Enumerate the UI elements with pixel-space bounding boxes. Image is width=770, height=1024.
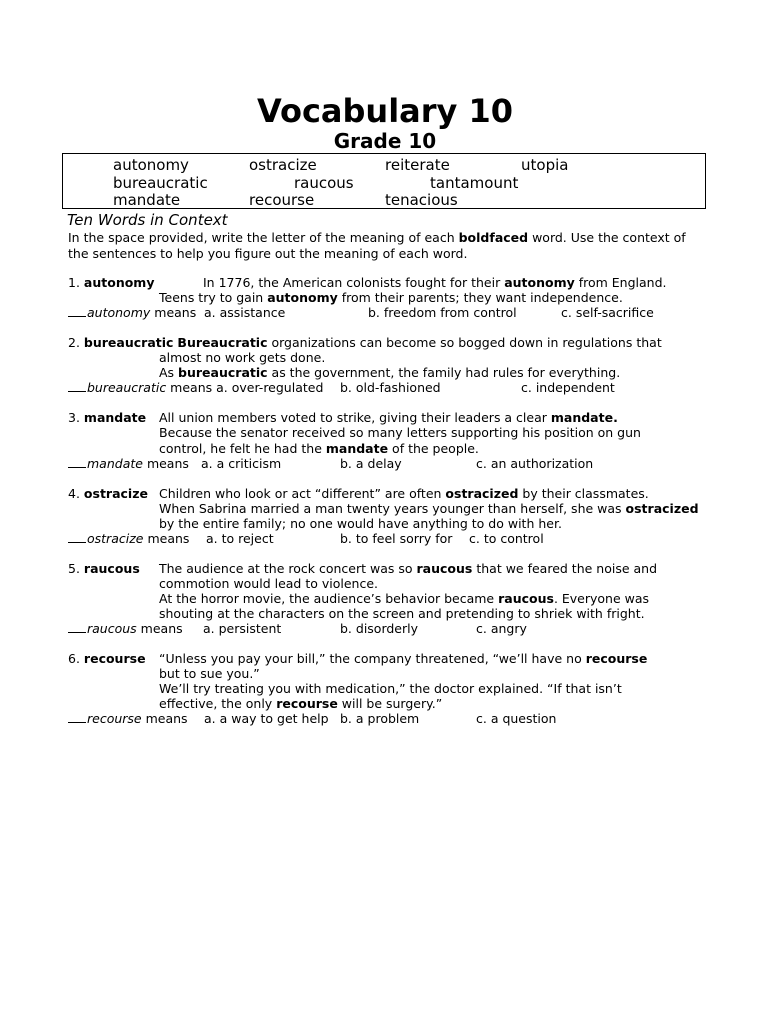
- question-5-header: 5. raucous: [68, 561, 140, 576]
- question-1-header: 1. autonomy: [68, 275, 155, 290]
- q6-sentence-2: but to sue you.”: [159, 666, 260, 681]
- answer-blank[interactable]: [68, 531, 86, 543]
- q1-answer-line[interactable]: autonomy means: [68, 305, 196, 320]
- q4-answer-line[interactable]: ostracize means: [68, 531, 189, 546]
- q3-choice-b: b. a delay: [340, 456, 402, 471]
- q2-answer-line[interactable]: bureaucratic means a. over-regulated: [68, 380, 323, 395]
- q3-choice-a: a. a criticism: [201, 456, 282, 471]
- q4-choice-b: b. to feel sorry for: [340, 531, 453, 546]
- word-bank-item: tenacious: [385, 191, 458, 209]
- q5-choice-b: b. disorderly: [340, 621, 419, 636]
- word-bank-item: tantamount: [430, 174, 519, 192]
- answer-blank[interactable]: [68, 711, 86, 723]
- word-bank-item: ostracize: [249, 156, 317, 174]
- q5-choice-c: c. angry: [476, 621, 527, 636]
- q6-sentence-1: “Unless you pay your bill,” the company threatened, “we’ll have no recourse: [159, 651, 648, 666]
- word-bank-item: raucous: [294, 174, 354, 192]
- word-bank-item: mandate: [113, 191, 181, 209]
- q4-choice-c: c. to control: [469, 531, 544, 546]
- q1-choice-c: c. self-sacrifice: [561, 305, 654, 320]
- word-bank-item: autonomy: [113, 156, 189, 174]
- q6-answer-line[interactable]: recourse means: [68, 711, 188, 726]
- question-2-header: 2. bureaucratic Bureaucratic organizations can become so bogged down in regulations that: [68, 335, 662, 350]
- q6-sentence-3: We’ll try treating you with medication,” the doctor explained. “If that isn’t: [159, 681, 622, 696]
- q2-choice-b: b. old-fashioned: [340, 380, 441, 395]
- q3-choice-c: c. an authorization: [476, 456, 594, 471]
- q3-sentence-1: All union members voted to strike, giving their leaders a clear mandate.: [159, 410, 618, 425]
- page-subtitle: Grade 10: [333, 129, 437, 153]
- q5-answer-line[interactable]: raucous means: [68, 621, 183, 636]
- q6-choice-a: a. a way to get help: [204, 711, 329, 726]
- q1-sentence-2: Teens try to gain autonomy from their parents; they want independence.: [159, 290, 623, 305]
- answer-blank[interactable]: [68, 305, 86, 317]
- section-title: Ten Words in Context: [67, 211, 228, 229]
- q3-answer-line[interactable]: mandate means: [68, 456, 189, 471]
- answer-blank[interactable]: [68, 621, 86, 633]
- q5-sentence-1: The audience at the rock concert was so raucous that we feared the noise and: [159, 561, 658, 576]
- word-bank-item: recourse: [249, 191, 315, 209]
- answer-blank[interactable]: [68, 380, 86, 392]
- q6-choice-c: c. a question: [476, 711, 557, 726]
- q4-sentence-1: Children who look or act “different” are often ostracized by their classmates.: [159, 486, 649, 501]
- q2-sentence-1b: almost no work gets done.: [159, 350, 326, 365]
- q4-sentence-2: When Sabrina married a man twenty years younger than herself, she was ostracized: [159, 501, 699, 516]
- word-bank-item: reiterate: [385, 156, 450, 174]
- q1-sentence-1: In 1776, the American colonists fought for their autonomy from England.: [203, 275, 667, 290]
- q4-sentence-3: by the entire family; no one would have anything to do with her.: [159, 516, 562, 531]
- word-bank-item: bureaucratic: [113, 174, 208, 192]
- q6-choice-b: b. a problem: [340, 711, 420, 726]
- q5-sentence-3: At the horror movie, the audience’s behavior became raucous. Everyone was: [159, 591, 650, 606]
- question-4-header: 4. ostracize: [68, 486, 148, 501]
- q5-sentence-2: commotion would lead to violence.: [159, 576, 379, 591]
- page-title: Vocabulary 10: [256, 92, 514, 130]
- q2-choice-c: c. independent: [521, 380, 615, 395]
- q3-sentence-2: Because the senator received so many letters supporting his position on gun: [159, 425, 641, 440]
- word-bank: [62, 153, 706, 209]
- q6-sentence-4: effective, the only recourse will be surgery.”: [159, 696, 443, 711]
- q5-choice-a: a. persistent: [203, 621, 282, 636]
- q5-sentence-4: shouting at the characters on the screen and pretending to shriek with fright.: [159, 606, 645, 621]
- question-3-header: 3. mandate: [68, 410, 147, 425]
- q2-sentence-2: As bureaucratic as the government, the family had rules for everything.: [159, 365, 621, 380]
- instructions: In the space provided, write the letter of the meaning of each boldfaced word. Use the context of the sentences to help you figure out the meaning of each word.: [68, 230, 686, 261]
- q4-choice-a: a. to reject: [206, 531, 274, 546]
- word-bank-item: utopia: [521, 156, 569, 174]
- question-6-header: 6. recourse: [68, 651, 146, 666]
- answer-blank[interactable]: [68, 456, 86, 468]
- q3-sentence-3: control, he felt he had the mandate of the people.: [159, 441, 479, 456]
- q1-choice-b: b. freedom from control: [368, 305, 517, 320]
- q1-choice-a: a. assistance: [204, 305, 286, 320]
